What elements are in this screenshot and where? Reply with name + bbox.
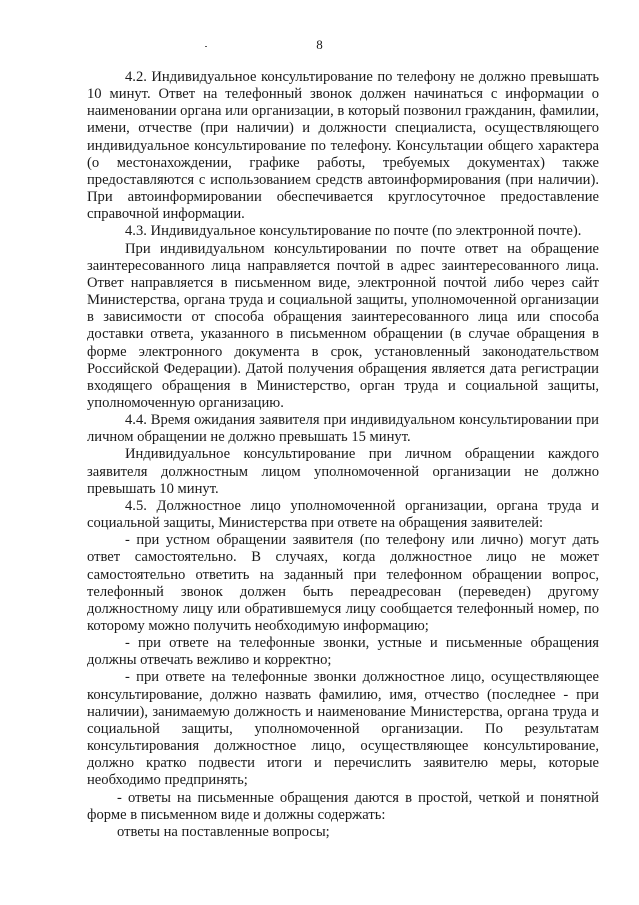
list-item-polite-answers: - при ответе на телефонные звонки, устные и письменные обращения должны отвечать вежливо и корректно;: [87, 635, 599, 669]
list-item-oral-request: - при устном обращении заявителя (по телефону или лично) могут дать ответ самостоятельно. В случаях, когда должностное лицо не может самостоятельно ответить на заданный при телефонном обращении вопрос, телефонный звонок должен быть переадресован (переведен) другому должностному лицу или обратившемуся лицу сообщается телефонный номер, по которому можно получить необходимую информацию;: [87, 532, 599, 634]
scan-speck: [205, 46, 207, 47]
list-item-answers-to-questions: ответы на поставленные вопросы;: [117, 823, 330, 840]
list-item-written-answers: - ответы на письменные обращения даются в простой, четкой и понятной форме в письменном виде и должны содержать:: [87, 789, 599, 823]
document-body: [87, 69, 599, 841]
paragraph-mail-consulting: При индивидуальном консультировании по почте ответ на обращение заинтересованного лица направляется почтой в адрес заинтересованного лица. Ответ направляется в письменном виде, электронной почтой либо через сайт Министерства, органа труда и социальной защиты, уполномоченной организации в зависимости от способа обращения заинтересованного лица или способа доставки ответа, указанного в письменном обращении (в случае обращения в форме электронного документа в срок, установленный законодательством Российской Федерации). Датой получения обращения является дата регистрации входящего обращения в Министерство, орган труда и социальной защиты, уполномоченную организацию.: [87, 240, 599, 411]
page-number: 8: [316, 37, 323, 52]
paragraph-personal-consulting: Индивидуальное консультирование при личном обращении каждого заявителя должностным лицом уполномоченной организации не должно превышать 10 минут.: [87, 446, 599, 497]
list-item-phone-answer: - при ответе на телефонные звонки должностное лицо, осуществляющее консультирование, должно назвать фамилию, имя, отчество (последнее - при наличии), занимаемую должность и наименование Министерства, органа труда и социальной защиты, уполномоченной организации. По результатам консультирования должностное лицо, осуществляющее консультирование, должно кратко подвести итоги и перечислить заявителю меры, которые необходимо предпринять;: [87, 669, 599, 789]
paragraph-4-4: 4.4. Время ожидания заявителя при индивидуальном консультировании при личном обращении не должно превышать 15 минут.: [87, 412, 599, 446]
paragraph-4-3: 4.3. Индивидуальное консультирование по почте (по электронной почте).: [125, 223, 582, 240]
paragraph-4-2: 4.2. Индивидуальное консультирование по телефону не должно превышать 10 минут. Ответ на телефонный звонок должен начинаться с информации о наименовании органа или организации, в который позвонил гражданин, фамилии, имени, отчестве (при наличии) и должности специалиста, осуществляющего индивидуальное консультирование по телефону. Консультации общего характера (о местонахождении, графике работы, требуемых документах) также предоставляются с использованием средств автоинформирования (при наличии). При автоинформировании обеспечивается круглосуточное предоставление справочной информации.: [87, 69, 599, 223]
paragraph-4-5: 4.5. Должностное лицо уполномоченной организации, органа труда и социальной защиты, Министерства при ответе на обращения заявителей:: [87, 497, 599, 532]
